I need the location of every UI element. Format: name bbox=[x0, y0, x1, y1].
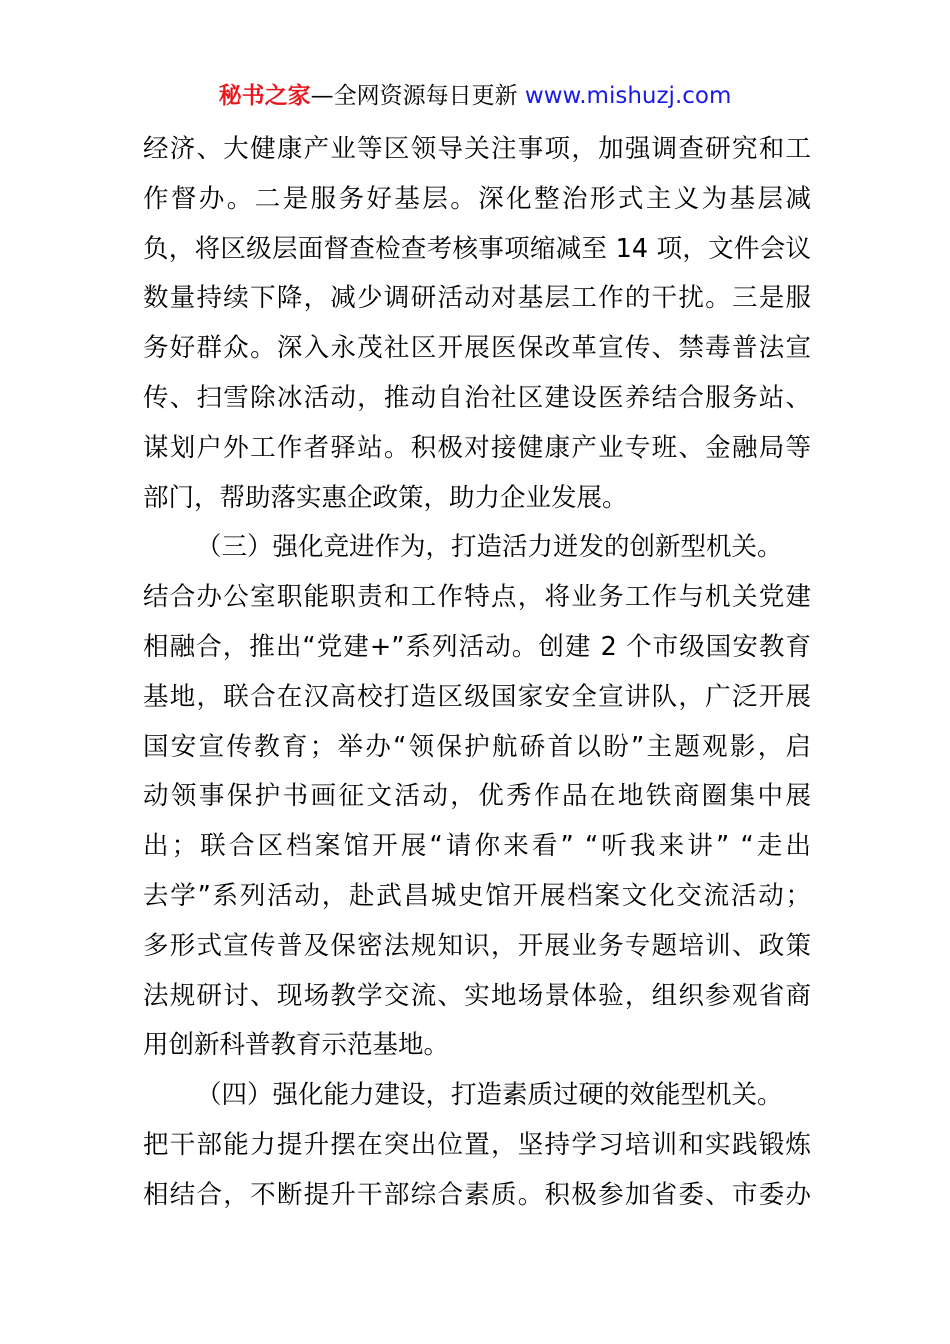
text-line: 动领事保护书画征文活动，优秀作品在地铁商圈集中展 bbox=[143, 781, 811, 812]
text-line: 负，将区级层面督查检查考核事项缩减至 14 项，文件会议 bbox=[143, 233, 811, 264]
text-line: 国安宣传教育；举办“领保护航硚首以盼”主题观影，启 bbox=[143, 731, 811, 762]
site-brand: 秘书之家 bbox=[218, 83, 311, 109]
text-line: 基地，联合在汉高校打造区级国家安全宣讲队，广泛开展 bbox=[143, 681, 811, 712]
site-url-link[interactable]: www.mishuzj.com bbox=[524, 83, 732, 109]
text-line: 经济、大健康产业等区领导关注事项，加强调查研究和工 bbox=[143, 134, 811, 164]
section-heading: （三）强化竞进作为，打造活力迸发的创新型机关。 bbox=[196, 532, 783, 563]
text-line: 作督办。二是服务好基层。深化整治形式主义为基层减 bbox=[143, 183, 811, 214]
text-line: 出；联合区档案馆开展“请你来看” “听我来讲” “走出 bbox=[143, 831, 811, 862]
document-body bbox=[143, 125, 811, 1221]
text-line: 用创新科普教育示范基地。 bbox=[143, 1030, 450, 1061]
text-line: 相融合，推出“党建+”系列活动。创建 2 个市级国安教育 bbox=[143, 631, 811, 662]
text-line: 结合办公室职能职责和工作特点，将业务工作与机关党建 bbox=[143, 582, 811, 613]
text-line: 数量持续下降，减少调研活动对基层工作的干扰。三是服 bbox=[143, 283, 811, 314]
text-line: 务好群众。深入永茂社区开展医保改革宣传、禁毒普法宣 bbox=[143, 333, 811, 364]
page-header bbox=[0, 78, 950, 114]
text-line: 传、扫雪除冰活动，推动自治社区建设医养结合服务站、 bbox=[143, 382, 811, 413]
text-line: 去学”系列活动，赴武昌城史馆开展档案文化交流活动； bbox=[143, 880, 811, 911]
text-line: 谋划户外工作者驿站。积极对接健康产业专班、金融局等 bbox=[143, 432, 811, 463]
text-line: 法规研讨、现场教学交流、实地场景体验，组织参观省商 bbox=[143, 980, 811, 1011]
text-line: 部门，帮助落实惠企政策，助力企业发展。 bbox=[143, 482, 628, 513]
text-line: 多形式宣传普及保密法规知识，开展业务专题培训、政策 bbox=[143, 930, 811, 961]
text-line: 相结合，不断提升干部综合素质。积极参加省委、市委办 bbox=[143, 1179, 811, 1210]
text-line: 把干部能力提升摆在突出位置，坚持学习培训和实践锻炼 bbox=[143, 1129, 811, 1160]
site-tagline: —全网资源每日更新 bbox=[310, 83, 518, 109]
section-heading: （四）强化能力建设，打造素质过硬的效能型机关。 bbox=[196, 1080, 783, 1111]
